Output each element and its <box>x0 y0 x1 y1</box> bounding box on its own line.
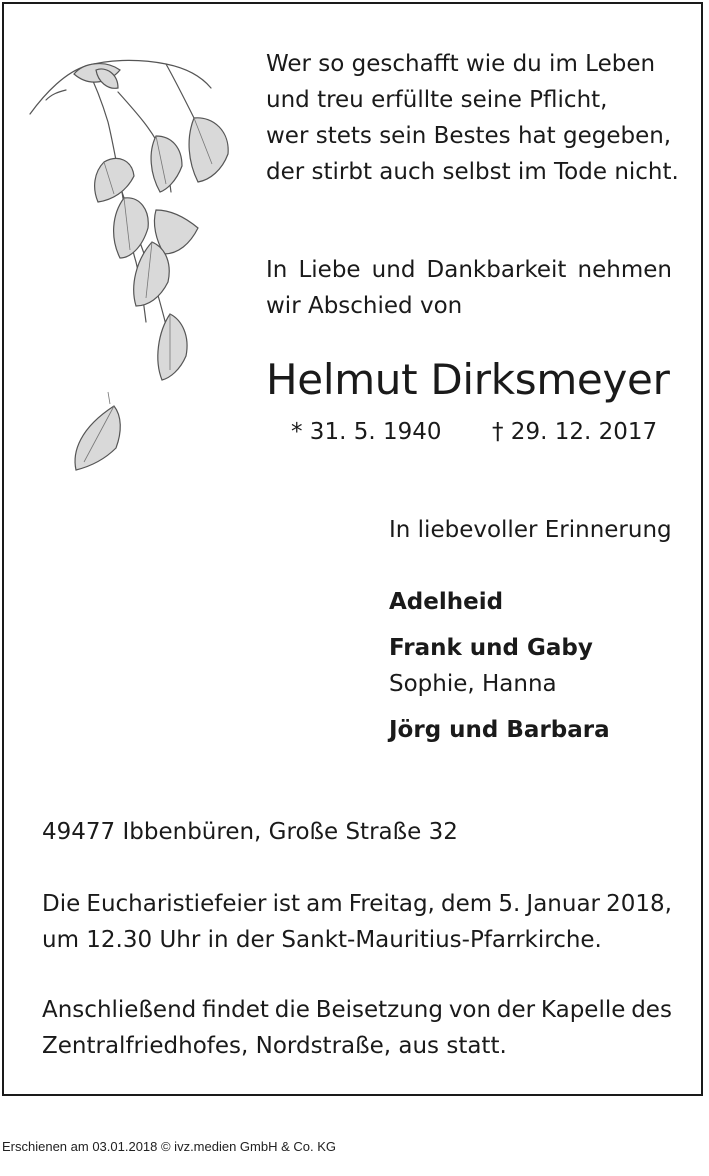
burial-word: Kapelle <box>540 997 626 1023</box>
burial-word: von <box>448 997 492 1023</box>
mourner-name: Frank und Gaby <box>389 635 593 661</box>
service-word: 5. <box>498 891 521 917</box>
poem-line: und treu erfüllte seine Pflicht, <box>266 87 608 113</box>
service-word: ist <box>272 891 301 917</box>
poem-line: der stirbt auch selbst im Tode nicht. <box>266 159 679 185</box>
publication-footer: Erschienen am 03.01.2018 © ivz.medien GmbH & Co. KG <box>2 1139 337 1154</box>
burial-word: die <box>274 997 310 1023</box>
poem-line: Wer so geschafft wie du im Leben <box>266 51 656 77</box>
burial-text <box>42 992 672 1064</box>
service-word: Januar <box>526 891 600 917</box>
farewell-word: Dankbarkeit <box>426 257 567 283</box>
poem <box>266 46 679 190</box>
service-line: um 12.30 Uhr in der Sankt-Mauritius-Pfarrkirche. <box>42 927 602 953</box>
mourner-name: Jörg und Barbara <box>389 717 610 743</box>
farewell-word: In <box>266 257 288 283</box>
mourner-children: Sophie, Hanna <box>389 671 557 697</box>
service-word: Eucharistiefeier <box>86 891 267 917</box>
poem-line: wer stets sein Bestes hat gegeben, <box>266 123 672 149</box>
burial-word: findet <box>202 997 269 1023</box>
farewell-word: und <box>371 257 416 283</box>
birch-branch-icon <box>26 52 241 492</box>
burial-line: Zentralfriedhofes, Nordstraße, aus statt. <box>42 1033 507 1059</box>
mourner-name: Adelheid <box>389 589 504 615</box>
burial-word: Anschließend <box>42 997 197 1023</box>
farewell-text <box>266 252 672 324</box>
death-date: † 29. 12. 2017 <box>492 419 658 445</box>
service-word: am <box>306 891 343 917</box>
address: 49477 Ibbenbüren, Große Straße 32 <box>42 819 458 845</box>
farewell-word: nehmen <box>577 257 672 283</box>
burial-word: des <box>631 997 672 1023</box>
burial-word: der <box>496 997 536 1023</box>
memory-intro: In liebevoller Erinnerung <box>389 517 672 543</box>
farewell-line: wir Abschied von <box>266 293 463 319</box>
deceased-name: Helmut Dirksmeyer <box>266 355 670 404</box>
service-word: Die <box>42 891 81 917</box>
farewell-word: Liebe <box>298 257 361 283</box>
burial-word: Beisetzung <box>315 997 443 1023</box>
birth-date: * 31. 5. 1940 <box>291 419 442 445</box>
service-text <box>42 886 672 958</box>
obituary-card <box>2 2 703 1096</box>
service-word: Freitag, <box>348 891 435 917</box>
service-word: 2018, <box>606 891 672 917</box>
service-word: dem <box>441 891 493 917</box>
